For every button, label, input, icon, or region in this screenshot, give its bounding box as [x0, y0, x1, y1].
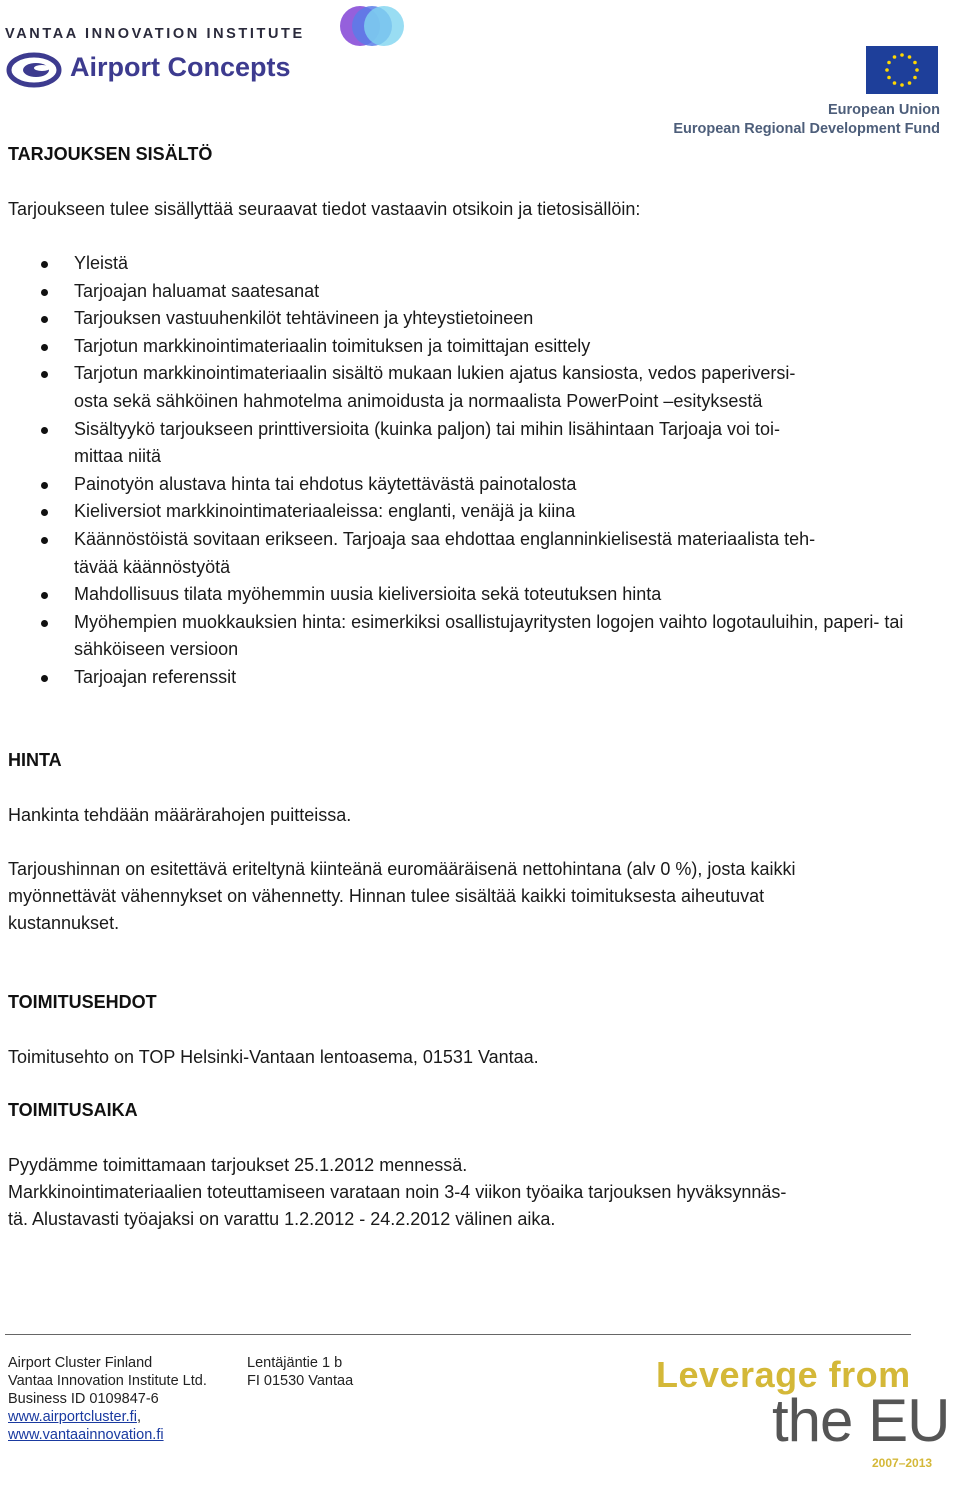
offer-list-item — [0, 333, 940, 361]
price-paragraph-1: Hankinta tehdään määrärahojen puitteissa. — [8, 805, 352, 825]
offer-list-item — [0, 609, 940, 664]
leverage-logo-eu: the EU — [772, 1387, 950, 1454]
eu-label: European Union — [828, 102, 940, 118]
footer-street: Lentäjäntie 1 b — [247, 1355, 343, 1371]
offer-list-item — [0, 250, 940, 278]
offer-item-text: Tarjoajan haluamat saatesanat — [74, 280, 320, 301]
delivery-time-line-1: Pyydämme toimittamaan tarjoukset 25.1.2012 mennessä. — [8, 1155, 468, 1175]
bullet-icon — [41, 592, 48, 599]
offer-list-item — [0, 278, 940, 306]
footer-link-line — [8, 1408, 141, 1426]
bullet-icon — [41, 620, 48, 627]
price-paragraph-2-line-3: kustannukset. — [8, 913, 120, 933]
leverage-logo-years: 2007–2013 — [872, 1456, 933, 1470]
erdf-label: European Regional Development Fund — [673, 121, 940, 137]
footer-org-2: Vantaa Innovation Institute Ltd. — [8, 1373, 207, 1389]
offer-item-text: Tarjotun markkinointimateriaalin sisältö mukaan lukien ajatus kansiosta, vedos paperiversi- — [74, 363, 796, 384]
eu-star-icon — [915, 68, 919, 72]
bullet-icon — [41, 537, 48, 544]
offer-item-text: osta sekä sähköinen hahmotelma animoidusta ja normaalista PowerPoint –esityksestä — [74, 390, 763, 411]
bullet-icon — [41, 344, 48, 351]
offer-item-text: Kieliversiot markkinointimateriaaleissa: englanti, venäjä ja kiina — [74, 501, 576, 522]
offer-item-text: Käännöstöistä sovitaan erikseen. Tarjoaja saa ehdottaa englanninkielisestä materiaalista teh- — [74, 528, 816, 549]
offer-item-text: tävää käännöstyötä — [74, 556, 231, 577]
offer-item-text: Mahdollisuus tilata myöhemmin uusia kieliversioita sekä toteutuksen hinta — [74, 584, 662, 605]
bullet-icon — [41, 289, 48, 296]
eu-star-icon — [893, 55, 897, 59]
bullet-icon — [41, 316, 48, 323]
offer-list-item — [0, 581, 940, 609]
eu-star-icon — [887, 61, 891, 65]
bullet-icon — [41, 509, 48, 516]
price-paragraph-2-line-2: myönnettävät vähennykset on vähennetty. Hinnan tulee sisältää kaikki toimituksesta aiheutuvat — [8, 886, 765, 906]
eu-star-icon — [913, 76, 917, 80]
delivery-time-heading: TOIMITUSAIKA — [8, 1100, 138, 1120]
footer-business-id: Business ID 0109847-6 — [8, 1391, 159, 1407]
airportcluster-link[interactable]: www.airportcluster.fi — [8, 1409, 137, 1425]
price-paragraph-2-line-1: Tarjoushinnan on esitettävä eriteltynä kiinteänä euromääräisenä nettohintana (alv 0 %), josta kaikki — [8, 859, 796, 879]
institute-logo-circles — [336, 4, 408, 50]
eu-star-icon — [900, 53, 904, 57]
offer-list-item — [0, 498, 940, 526]
eu-star-icon — [885, 68, 889, 72]
delivery-time-line-3: tä. Alustavasti työajaksi on varattu 1.2.2012 - 24.2.2012 välinen aika. — [8, 1209, 556, 1229]
offer-intro: Tarjoukseen tulee sisällyttää seuraavat tiedot vastaavin otsikoin ja tietosisällöin: — [8, 199, 641, 219]
offer-contents-heading: TARJOUKSEN SISÄLTÖ — [8, 144, 213, 164]
footer-org-1: Airport Cluster Finland — [8, 1355, 153, 1371]
bullet-icon — [41, 371, 48, 378]
footer-city: FI 01530 Vantaa — [247, 1373, 354, 1389]
link-separator: , — [136, 1409, 141, 1425]
airport-concepts-swoosh-icon — [6, 50, 70, 90]
eu-star-icon — [887, 76, 891, 80]
offer-item-text: Tarjouksen vastuuhenkilöt tehtävineen ja yhteystietoineen — [74, 308, 534, 329]
offer-items-list — [0, 250, 940, 692]
offer-list-item — [0, 471, 940, 499]
delivery-terms-heading: TOIMITUSEHDOT — [8, 992, 157, 1012]
eu-star-icon — [893, 81, 897, 85]
eu-star-icon — [913, 61, 917, 65]
bullet-icon — [41, 261, 48, 268]
offer-item-text: Painotyön alustava hinta tai ehdotus käytettävästä painotalosta — [74, 473, 577, 494]
offer-item-text: Tarjoajan referenssit — [74, 666, 237, 687]
offer-list-item — [0, 416, 940, 471]
eu-star-icon — [900, 83, 904, 87]
offer-item-text: Yleistä — [74, 253, 129, 273]
eu-star-icon — [908, 81, 912, 85]
offer-list-item — [0, 360, 940, 415]
offer-item-text: Myöhempien muokkauksien hinta: esimerkiksi osallistujayritysten logojen vaihto logotauluihin, paperi- tai sähköiseen versioon — [74, 611, 904, 660]
offer-item-text: Tarjotun markkinointimateriaalin toimituksen ja toimittajan esittely — [74, 335, 591, 356]
delivery-time-line-2: Markkinointimateriaalien toteuttamiseen varataan noin 3-4 viikon työaika tarjouksen hyväksynnäs- — [8, 1182, 787, 1202]
bullet-icon — [41, 427, 48, 434]
leverage-logo-text: Leverage from — [656, 1354, 911, 1395]
price-heading: HINTA — [8, 750, 62, 770]
footer-link-line-2 — [8, 1426, 164, 1444]
eu-flag-icon — [866, 46, 938, 94]
eu-star-icon — [908, 55, 912, 59]
offer-list-item — [0, 305, 940, 333]
offer-item-text: mittaa niitä — [74, 446, 162, 467]
institute-name: VANTAA INNOVATION INSTITUTE — [5, 26, 305, 42]
vantaainnovation-link[interactable]: www.vantaainnovation.fi — [8, 1427, 164, 1443]
offer-item-text: Sisältyykö tarjoukseen printtiversioita (kuinka paljon) tai mihin lisähintaan Tarjoaja voi toi- — [74, 418, 781, 439]
bullet-icon — [41, 482, 48, 489]
delivery-terms-paragraph: Toimitusehto on TOP Helsinki-Vantaan lentoasema, 01531 Vantaa. — [8, 1047, 539, 1067]
offer-list-item — [0, 664, 940, 692]
logo-text: Airport Concepts — [70, 52, 291, 82]
bullet-icon — [41, 675, 48, 682]
offer-list-item — [0, 526, 940, 581]
footer-divider — [5, 1334, 911, 1335]
